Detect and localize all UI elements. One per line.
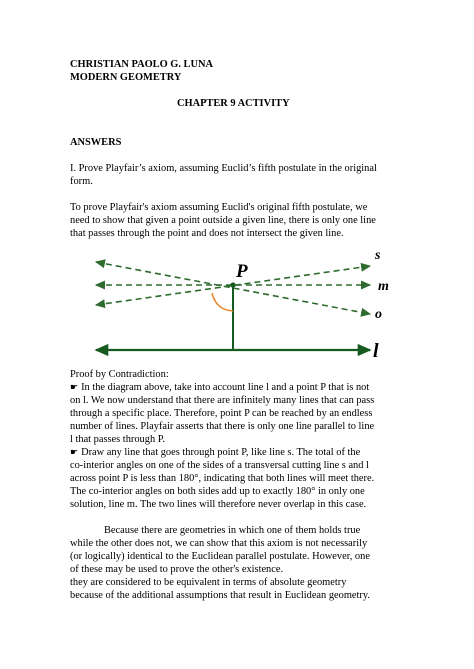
bullet2-line: The co-interior angles on both sides add up to exactly 180° in only one — [70, 486, 365, 497]
intro-line: need to show that given a point outside a given line, there is only one line — [70, 215, 376, 226]
intro-line: To prove Playfair's axiom assuming Euclid's original fifth postulate, we — [70, 202, 368, 213]
author-name: CHRISTIAN PAOLO G. LUNA — [70, 59, 213, 70]
paragraph-line: while the other does not, we can show that this axiom is not necessarily — [70, 538, 368, 549]
paragraph-line: of these may be used to prove the other's existence. — [70, 564, 284, 575]
paragraph-line: (or logically) identical to the Euclidean parallel postulate. However, one — [70, 551, 370, 562]
bullet1-line: l that passes through P. — [70, 434, 165, 445]
hand-pointer-icon: ☛ — [70, 448, 79, 458]
chapter-title: CHAPTER 9 ACTIVITY — [177, 98, 290, 109]
bullet2-line — [70, 446, 360, 460]
line-s-label: s — [375, 248, 381, 263]
paragraph-line: Because there are geometries in which one of them holds true — [104, 525, 361, 536]
paragraph-line: because of the additional assumptions that result in Euclidean geometry. — [70, 590, 370, 601]
bullet2-text: Draw any line that goes through point P, like line s. The total of the — [81, 447, 361, 458]
line-m-label: m — [378, 279, 389, 294]
angle-arc — [212, 293, 233, 311]
bullet1-line — [70, 381, 369, 395]
answers-heading: ANSWERS — [70, 137, 122, 148]
point-p — [230, 282, 235, 287]
proof-heading: Proof by Contradiction: — [70, 369, 169, 380]
course-title: MODERN GEOMETRY — [70, 72, 182, 83]
bullet1-line: through a specific place. Therefore, point P can be reached by an endless — [70, 408, 373, 419]
hand-pointer-icon: ☛ — [70, 383, 79, 393]
bullet1-text: In the diagram above, take into account line l and a point P that is not — [81, 382, 370, 393]
bullet1-line: on l. We now understand that there are infinitely many lines that can pass — [70, 395, 375, 406]
question-line: form. — [70, 176, 93, 187]
point-p-label: P — [236, 261, 248, 282]
paragraph-line: they are considered to be equivalent in terms of absolute geometry — [70, 577, 347, 588]
bullet2-line: co-interior angles on one of the sides of a transversal cutting line s and l — [70, 460, 369, 471]
question-line: I. Prove Playfair’s axiom, assuming Euclid’s fifth postulate in the original — [70, 163, 377, 174]
line-o-label: o — [375, 307, 382, 322]
bullet2-line: across point P is less than 180°, indicating that both lines will meet there. — [70, 473, 375, 484]
line-l-label: l — [373, 340, 379, 362]
bullet1-line: number of lines. Playfair asserts that there is only one line parallel to line — [70, 421, 375, 432]
intro-line: that passes through the point and does not intersect the given line. — [70, 228, 344, 239]
bullet2-line: solution, line m. The two lines will therefore never overlap in this case. — [70, 499, 367, 510]
